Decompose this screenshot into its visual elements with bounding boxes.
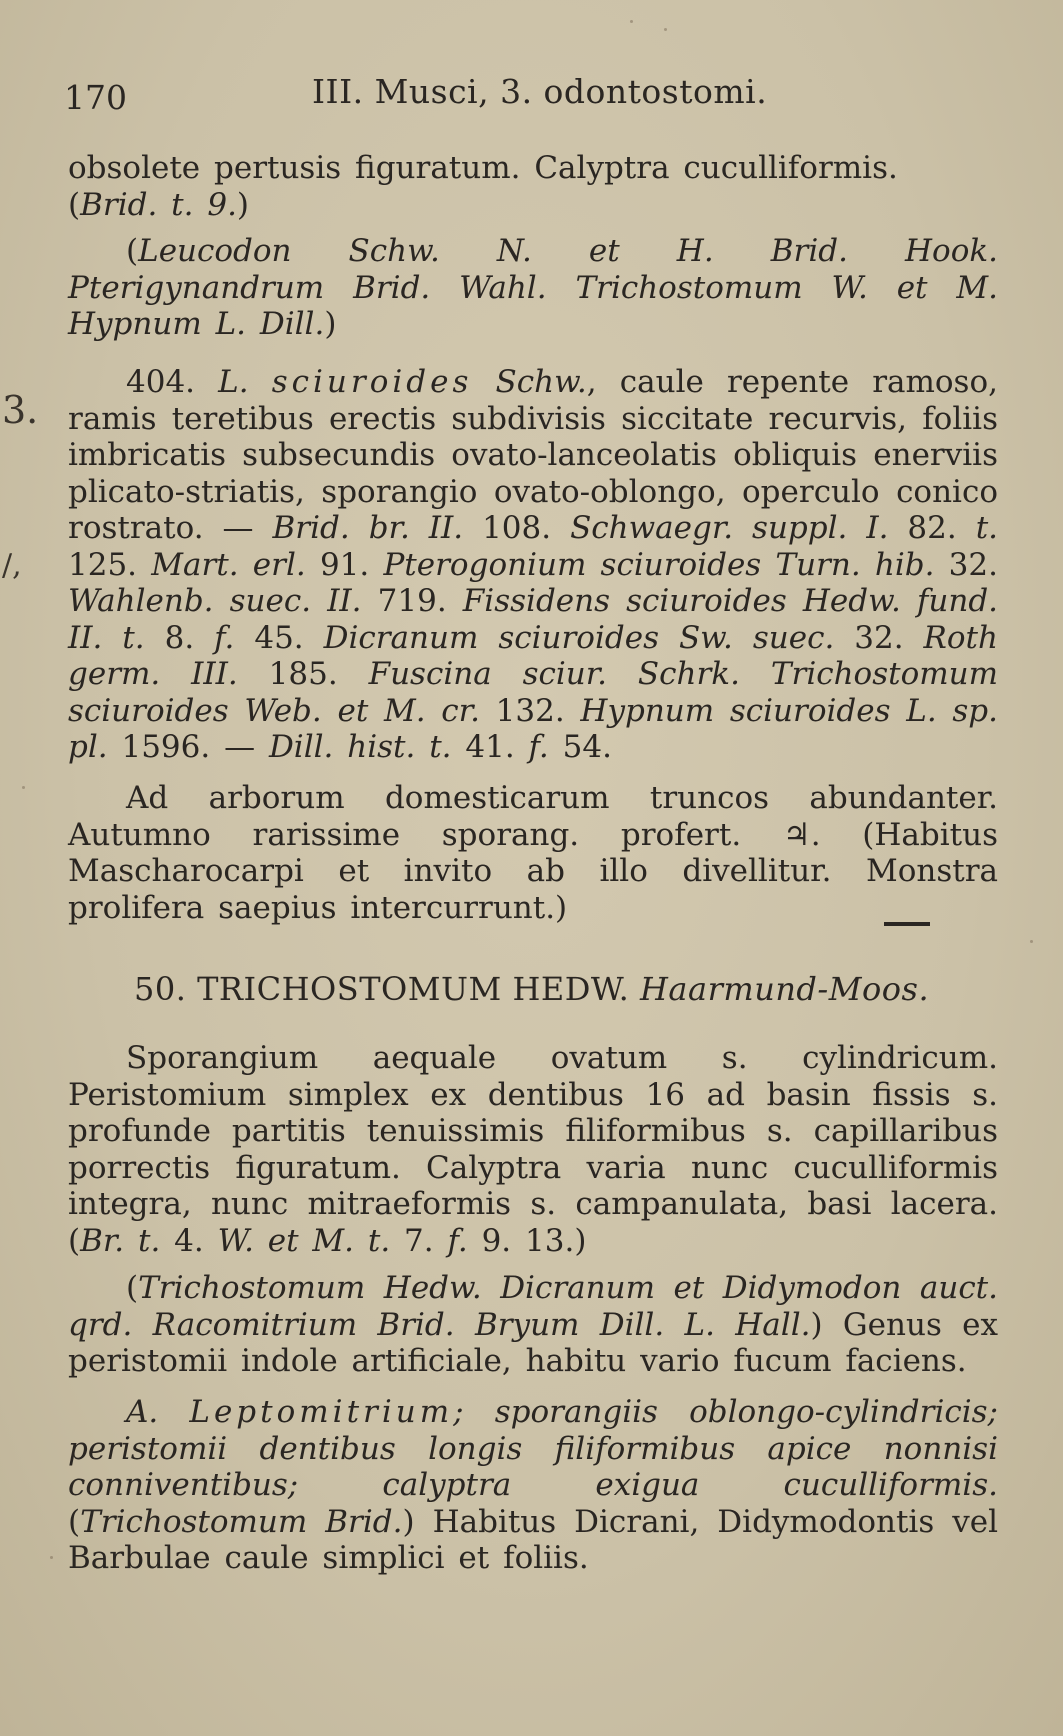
text: 45. [234,619,324,656]
genus-description [68,1040,998,1259]
reference: t. [975,510,998,546]
paper-speck [22,786,25,789]
subgenus-label: A. [126,1394,159,1430]
reference: Pterogonium sciuroides Turn. hib. [383,546,935,583]
text: 41. [451,729,529,765]
text: 32. [834,619,924,656]
subgenus-description: ; sporangiis oblongo-cylindricis; peristomii dentibus longis filiformibus apice nonnisi conniventibus; calyptra exigua cuculliformis. [68,1394,998,1503]
text: ( [68,186,81,223]
text: 8. [144,619,215,656]
genus-title: 50. TRICHOSTOMUM HEDW. [134,970,630,1008]
reference: Brid. br. II. [272,510,464,546]
habitat-note [68,780,998,926]
paragraph-continuation [68,150,998,223]
habitat-text: Ad arborum domesticarum truncos abundanter. Autumno rarissime sporang. profert. ♃. (Habitus Mascharocarpi et invito ab illo divellitur. Monstra prolifera saepius intercurrunt.) [68,780,998,926]
text: ) Genus ex peristomii indole artificiale, habitu vario fucum faciens. [68,1306,998,1379]
text: ( [126,233,139,269]
text: 4. [160,1222,218,1259]
paper-speck [50,1556,53,1559]
genus-abbrev: L. [218,364,249,400]
text: 54. [548,729,612,765]
reference: f. [447,1222,468,1259]
section-divider [884,922,930,926]
reference: Fissidens sciuroides Hedw. fund. II. t. [68,583,999,656]
species-entry-404 [68,364,998,766]
species-description: , caule repente ramoso, ramis teretibus erectis subdivisis siccitate recurvis, foliis imbricatis subsecundis ovato-lanceolatis obliquis enerviis plicato-striatis, sporangio ovato-oblongo, operculo conico rostrato. — [68,364,998,546]
text: ( [126,1270,139,1306]
reference: f. [528,729,549,765]
text: 125. [68,546,152,583]
text: 7. [390,1222,448,1259]
page-header [64,70,994,120]
reference: Trichostomum Brid. [80,1503,403,1540]
margin-annotation: 3. [2,388,39,432]
paper-speck [664,28,667,31]
genus-heading [134,970,929,1008]
synonym-list: Trichostomum Hedw. Dicranum et Didymodon auct. qrd. Racomitrium Brid. Bryum Dill. L. Hall. [68,1270,998,1343]
reference: Br. t. [80,1222,161,1259]
text: ) [236,186,250,223]
text: 91. [305,546,384,583]
genus-common-name: Haarmund-Moos. [640,970,930,1008]
reference: Dill. hist. t. [268,729,452,765]
reference: Dicranum sciuroides Sw. suec. [323,619,835,656]
text: obsolete pertusis figuratum. Calyptra cuculliformis. [68,150,898,186]
species-author: Schw. [495,364,587,400]
text: ) [324,306,337,342]
species-name: sciuroides [271,364,473,400]
paper-speck [630,20,633,23]
page-number: 170 [64,78,127,117]
species-number: 404. [126,364,196,400]
text: 719. [361,583,463,619]
synonym-list [68,233,998,343]
reference: Mart. erl. [151,546,306,583]
text: 9. 13.) [467,1222,587,1259]
subgenus-leptomitrium [68,1394,998,1577]
subgenus-name: Leptomitrium [189,1394,454,1430]
citation: Brid. t. 9. [80,186,237,223]
text: 1596. — [107,729,269,765]
text: 82. [888,510,976,546]
text: 32. [934,546,998,583]
reference: Schwaegr. suppl. I. [570,510,889,546]
reference: Hypnum sciuroides L. sp. pl. [68,692,998,765]
margin-annotation: /, [2,548,22,583]
text: 185. [237,656,369,692]
text: ( [68,1503,81,1540]
reference: W. et M. t. [217,1222,391,1259]
habitus-text: ) Habitus Dicrani, Didymodontis vel Barbulae caule simplici et foliis. [68,1503,998,1576]
text: 132. [479,692,581,729]
reference: f. [214,619,235,656]
reference: Fuscina sciur. Schrk. Trichostomum sciuroides Web. et M. cr. [68,656,999,729]
genus-synonyms-note [68,1270,998,1380]
text: 108. [463,510,571,546]
reference: Roth germ. III. [68,619,998,692]
genus-synonyms: Leucodon Schw. N. et H. Brid. Hook. Pterigynandrum Brid. Wahl. Trichostomum W. et M. Hypnum L. Dill. [68,233,998,342]
running-title: III. Musci, 3. odontostomi. [312,72,768,111]
reference: Wahlenb. suec. II. [68,583,362,619]
description-text: Sporangium aequale ovatum s. cylindricum. Peristomium simplex ex dentibus 16 ad basin fissis s. profunde partitis tenuissimis filiformibus s. capillaribus porrectis figuratum. Calyptra varia nunc cuculliformis integra, nunc mitraeformis s. campanulata, basi lacera. ( [68,1040,998,1259]
paper-speck [1030,940,1033,943]
